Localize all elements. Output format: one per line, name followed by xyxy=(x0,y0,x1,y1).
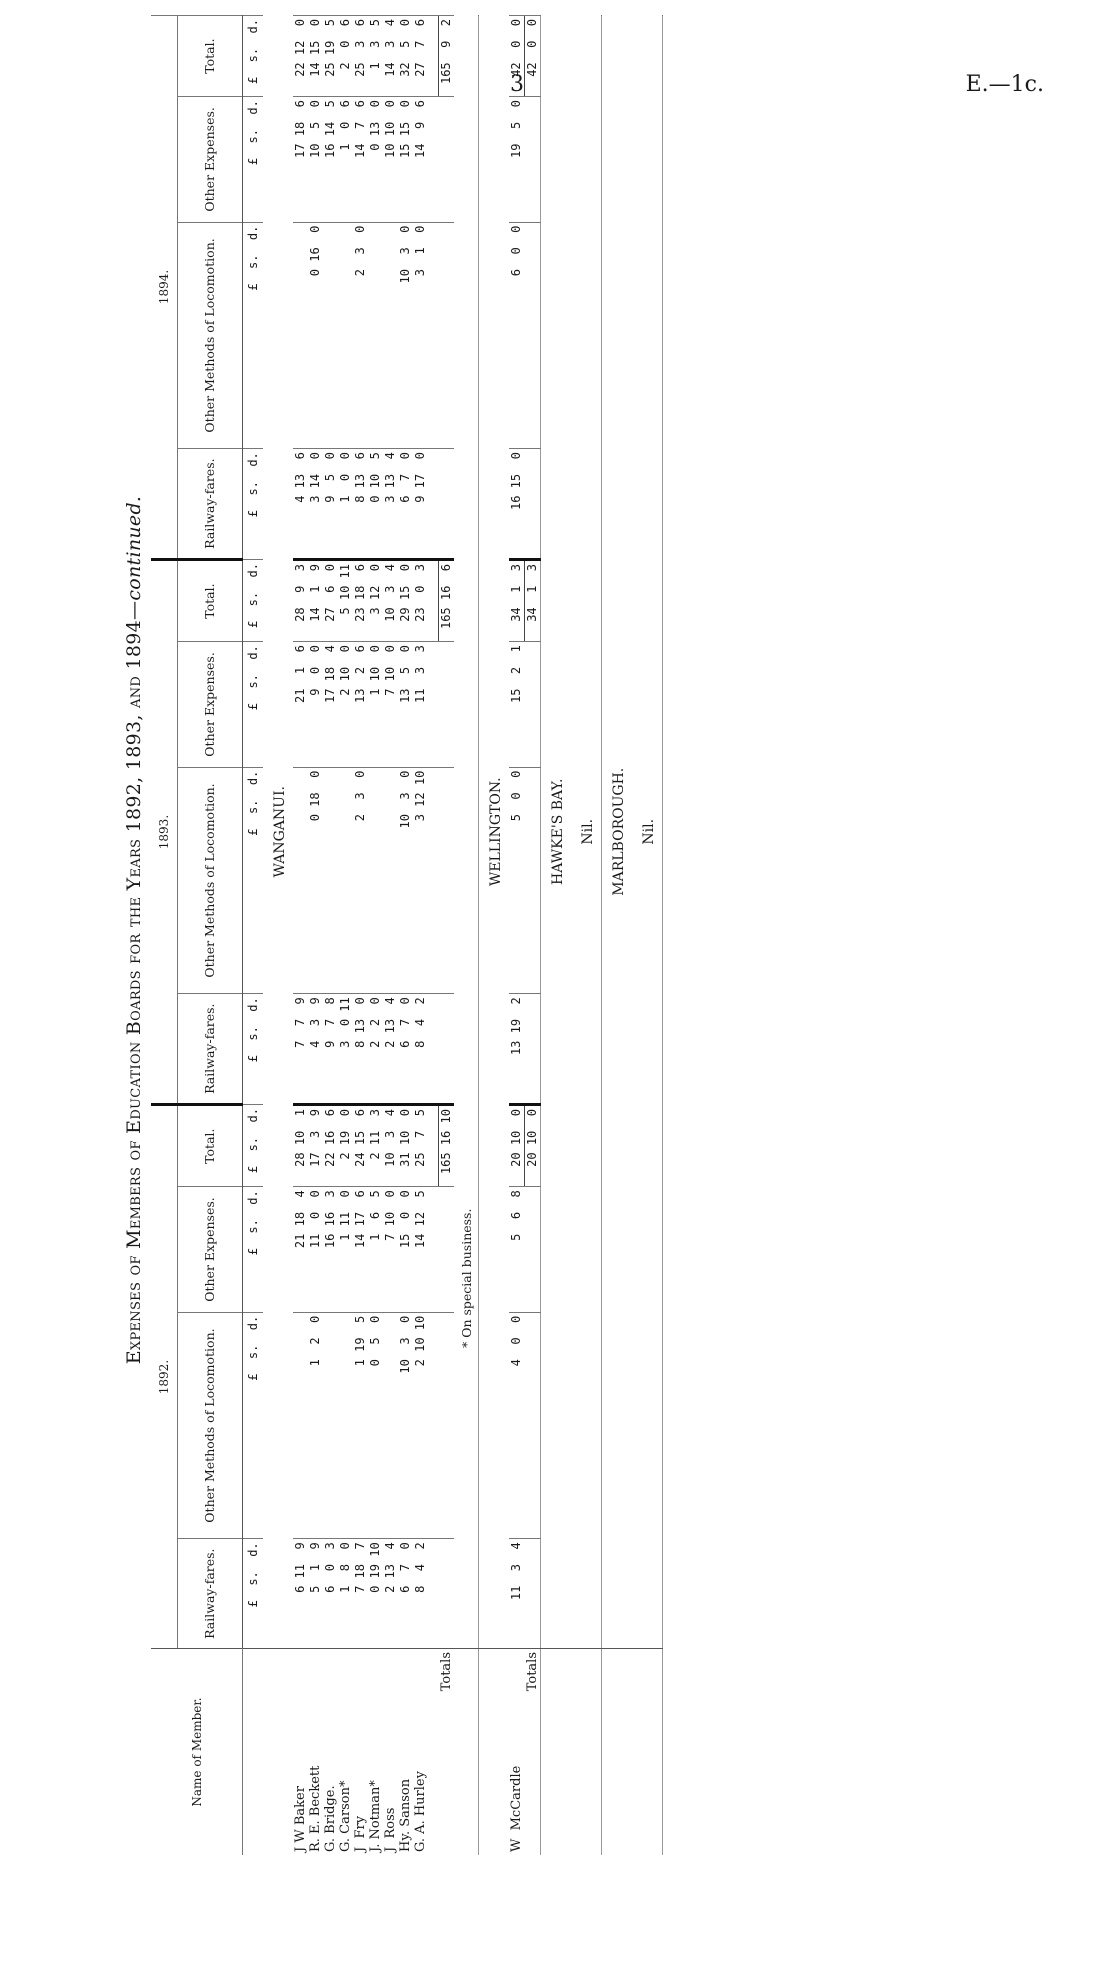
page-number: 3 xyxy=(510,72,524,97)
amount-cell: 7 10 0 xyxy=(383,642,398,768)
amount-cell: 3 14 0 xyxy=(308,449,323,560)
nil-row xyxy=(632,16,663,1856)
spacer-cell xyxy=(428,449,439,560)
member-name: J Fry xyxy=(353,1649,368,1856)
amount-cell: 2 0 6 xyxy=(338,16,353,97)
amount-cell xyxy=(338,767,353,994)
amount-cell: 2 11 3 xyxy=(368,1105,383,1187)
col-other-expenses-1892: Other Expenses. xyxy=(178,1187,243,1313)
table-row xyxy=(398,16,413,1856)
amount-cell: 0 18 0 xyxy=(308,767,323,994)
amount-cell: 22 12 0 xyxy=(293,16,308,97)
section-heading-wellington: WELLINGTON. xyxy=(487,777,504,887)
amount-cell: 9 7 8 xyxy=(323,994,338,1105)
section-heading-row xyxy=(479,16,509,1856)
amount-cell: 23 0 3 xyxy=(413,560,428,642)
amount-cell: 7 10 0 xyxy=(383,1187,398,1313)
col-total-1892: Total. xyxy=(178,1105,243,1187)
table-row xyxy=(323,16,338,1856)
spacer-cell xyxy=(428,16,439,97)
units-label: £ s. d. xyxy=(243,1105,264,1187)
nil-row xyxy=(571,16,602,1856)
total-amount: 20 10 0 xyxy=(525,1105,541,1187)
amount-cell: 19 5 0 xyxy=(509,97,525,223)
col-railway-fares-1894: Railway-fares. xyxy=(178,449,243,560)
table-row xyxy=(383,16,398,1856)
amount-cell: 5 10 11 xyxy=(338,560,353,642)
amount-cell xyxy=(525,1187,541,1313)
amount-cell xyxy=(338,1312,353,1539)
amount-cell: 31 10 0 xyxy=(398,1105,413,1187)
amount-cell: 0 19 10 xyxy=(368,1539,383,1649)
amount-cell: 9 17 0 xyxy=(413,449,428,560)
amount-cell: 6 7 0 xyxy=(398,1539,413,1649)
amount-cell: 1 0 6 xyxy=(338,97,353,223)
amount-cell: 10 3 0 xyxy=(398,767,413,994)
table-row xyxy=(353,16,368,1856)
amount-cell xyxy=(525,994,541,1105)
amount-cell: 13 5 0 xyxy=(398,642,413,768)
amount-cell: 1 8 0 xyxy=(338,1539,353,1649)
amount-cell: 6 7 0 xyxy=(398,994,413,1105)
year-1894-header: 1894. xyxy=(151,16,178,560)
amount-cell: 25 7 5 xyxy=(413,1105,428,1187)
col-other-locomotion-1892: Other Methods of Locomotion. xyxy=(178,1312,243,1539)
units-label: £ s. d. xyxy=(243,449,264,560)
amount-cell: 10 3 0 xyxy=(398,1312,413,1539)
spacer-cell xyxy=(428,1105,439,1187)
amount-cell: 15 0 0 xyxy=(398,1187,413,1313)
total-amount: 165 16 6 xyxy=(439,560,455,642)
col-railway-fares-1893: Railway-fares. xyxy=(178,994,243,1105)
amount-cell: 34 1 3 xyxy=(509,560,525,642)
amount-cell: 17 3 9 xyxy=(308,1105,323,1187)
amount-cell: 16 14 5 xyxy=(323,97,338,223)
col-other-expenses-1893: Other Expenses. xyxy=(178,642,243,768)
amount-cell xyxy=(323,767,338,994)
member-name: G. Bridge. xyxy=(323,1649,338,1856)
section-spacer xyxy=(632,1649,663,1856)
units-label: £ s. d. xyxy=(243,642,264,768)
amount-cell: 21 18 4 xyxy=(293,1187,308,1313)
amount-cell: 8 13 6 xyxy=(353,449,368,560)
amount-cell: 9 0 0 xyxy=(308,642,323,768)
amount-cell: 2 10 10 xyxy=(413,1312,428,1539)
units-label: £ s. d. xyxy=(243,1312,264,1539)
amount-cell: 29 15 0 xyxy=(398,560,413,642)
amount-cell: 28 9 3 xyxy=(293,560,308,642)
amount-cell: 14 1 9 xyxy=(308,560,323,642)
amount-cell: 10 3 4 xyxy=(383,1105,398,1187)
amount-cell xyxy=(439,767,455,994)
col-total-1894: Total. xyxy=(178,16,243,97)
amount-cell: 2 19 0 xyxy=(338,1105,353,1187)
section-spacer xyxy=(479,1649,509,1856)
amount-cell: 10 10 0 xyxy=(383,97,398,223)
amount-cell xyxy=(525,767,541,994)
spacer-cell xyxy=(428,767,439,994)
amount-cell: 17 18 4 xyxy=(323,642,338,768)
footnote: * On special business. xyxy=(458,1208,474,1348)
amount-cell: 9 5 0 xyxy=(323,449,338,560)
table-row xyxy=(368,16,383,1856)
amount-cell: 2 2 0 xyxy=(368,994,383,1105)
amount-cell: 2 10 0 xyxy=(338,642,353,768)
document-title xyxy=(117,5,151,1855)
member-name: G. A. Hurley xyxy=(413,1649,428,1856)
total-amount: 165 16 10 xyxy=(439,1105,455,1187)
amount-cell xyxy=(525,642,541,768)
units-label: £ s. d. xyxy=(243,1187,264,1313)
amount-cell xyxy=(525,97,541,223)
amount-cell xyxy=(383,767,398,994)
amount-cell: 24 15 6 xyxy=(353,1105,368,1187)
section-heading-marlborough: MARLBOROUGH. xyxy=(610,767,627,896)
amount-cell: 2 3 0 xyxy=(353,222,368,449)
section-heading-row xyxy=(602,16,632,1856)
amount-cell xyxy=(439,449,455,560)
units-spacer xyxy=(243,1649,264,1856)
amount-cell xyxy=(368,222,383,449)
amount-cell: 8 4 2 xyxy=(413,994,428,1105)
amount-cell: 22 16 6 xyxy=(323,1105,338,1187)
col-other-expenses-1894: Other Expenses. xyxy=(178,97,243,223)
expenses-table xyxy=(151,15,663,1855)
table-row xyxy=(509,16,525,1856)
spacer-cell xyxy=(428,222,439,449)
amount-cell: 21 1 6 xyxy=(293,642,308,768)
rotated-table-area xyxy=(117,5,997,1855)
totals-label: Totals xyxy=(525,1649,541,1856)
amount-cell: 42 0 0 xyxy=(509,16,525,97)
amount-cell: 7 18 7 xyxy=(353,1539,368,1649)
amount-cell xyxy=(525,1312,541,1539)
amount-cell: 13 19 2 xyxy=(509,994,525,1105)
totals-label: Totals xyxy=(439,1649,455,1856)
totals-row xyxy=(525,16,541,1856)
amount-cell xyxy=(293,767,308,994)
amount-cell: 1 0 0 xyxy=(338,449,353,560)
section-spacer xyxy=(541,1649,571,1856)
amount-cell: 0 16 0 xyxy=(308,222,323,449)
divider-cell xyxy=(663,16,664,1856)
nil-value-hawkes_bay: Nil. xyxy=(579,818,596,845)
amount-cell: 5 0 0 xyxy=(509,767,525,994)
amount-cell: 6 7 0 xyxy=(398,449,413,560)
spacer-cell xyxy=(428,1649,439,1856)
member-name: R. E. Beckett xyxy=(308,1649,323,1856)
amount-cell: 7 7 9 xyxy=(293,994,308,1105)
amount-cell xyxy=(383,222,398,449)
total-amount: 165 9 2 xyxy=(439,16,455,97)
table-body xyxy=(263,16,663,1856)
amount-cell: 17 18 6 xyxy=(293,97,308,223)
totals-row xyxy=(439,16,455,1856)
amount-cell: 1 10 0 xyxy=(368,642,383,768)
amount-cell: 8 13 0 xyxy=(353,994,368,1105)
section-heading-hawkes_bay: HAWKE'S BAY. xyxy=(549,778,566,885)
amount-cell: 2 3 0 xyxy=(353,767,368,994)
amount-cell xyxy=(368,767,383,994)
member-name: W McCardle xyxy=(509,1649,525,1856)
spacer-cell xyxy=(428,1539,439,1649)
amount-cell: 1 6 5 xyxy=(368,1187,383,1313)
amount-cell xyxy=(439,1312,455,1539)
amount-cell: 15 15 0 xyxy=(398,97,413,223)
col-railway-fares-1892: Railway-fares. xyxy=(178,1539,243,1649)
amount-cell xyxy=(383,1312,398,1539)
amount-cell: 14 15 0 xyxy=(308,16,323,97)
section-spacer xyxy=(571,1649,602,1856)
amount-cell: 14 3 4 xyxy=(383,16,398,97)
units-label: £ s. d. xyxy=(243,16,264,97)
amount-cell: 6 0 3 xyxy=(323,1539,338,1649)
spacer-cell xyxy=(428,97,439,223)
table-row xyxy=(338,16,353,1856)
amount-cell: 1 3 5 xyxy=(368,16,383,97)
amount-cell: 27 6 0 xyxy=(323,560,338,642)
year-1893-header: 1893. xyxy=(151,560,178,1105)
spacer-cell xyxy=(428,560,439,642)
amount-cell: 13 2 6 xyxy=(353,642,368,768)
amount-cell: 14 12 5 xyxy=(413,1187,428,1313)
title-suffix: continued. xyxy=(123,495,145,601)
amount-cell: 11 0 0 xyxy=(308,1187,323,1313)
amount-cell xyxy=(323,1312,338,1539)
amount-cell: 6 11 9 xyxy=(293,1539,308,1649)
nil-value-marlborough: Nil. xyxy=(640,818,657,845)
units-label: £ s. d. xyxy=(243,222,264,449)
amount-cell: 28 10 1 xyxy=(293,1105,308,1187)
amount-cell xyxy=(525,449,541,560)
member-name: J Ross xyxy=(383,1649,398,1856)
total-amount: 42 0 0 xyxy=(525,16,541,97)
amount-cell: 15 2 1 xyxy=(509,642,525,768)
footnote-spacer xyxy=(454,1649,479,1856)
spacer-row xyxy=(428,16,439,1856)
amount-cell: 5 6 8 xyxy=(509,1187,525,1313)
units-label: £ s. d. xyxy=(243,560,264,642)
col-other-locomotion-1893: Other Methods of Locomotion. xyxy=(178,767,243,994)
amount-cell: 3 1 0 xyxy=(413,222,428,449)
amount-cell xyxy=(293,222,308,449)
amount-cell xyxy=(439,1539,455,1649)
amount-cell: 27 7 6 xyxy=(413,16,428,97)
amount-cell xyxy=(323,222,338,449)
units-label: £ s. d. xyxy=(243,994,264,1105)
table-row xyxy=(308,16,323,1856)
col-total-1893: Total. xyxy=(178,560,243,642)
amount-cell: 32 5 0 xyxy=(398,16,413,97)
units-label: £ s. d. xyxy=(243,1539,264,1649)
amount-cell xyxy=(439,642,455,768)
amount-cell: 0 13 0 xyxy=(368,97,383,223)
amount-cell: 16 16 3 xyxy=(323,1187,338,1313)
amount-cell: 10 5 0 xyxy=(308,97,323,223)
spacer-cell xyxy=(428,1312,439,1539)
amount-cell xyxy=(525,222,541,449)
amount-cell: 3 0 11 xyxy=(338,994,353,1105)
amount-cell: 8 4 2 xyxy=(413,1539,428,1649)
amount-cell: 0 10 5 xyxy=(368,449,383,560)
amount-cell: 23 18 6 xyxy=(353,560,368,642)
section-spacer xyxy=(602,1649,632,1856)
title-main: Expenses of Members of Education Boards for the Years 1892, 1893, and 1894— xyxy=(123,600,145,1365)
amount-cell: 5 1 9 xyxy=(308,1539,323,1649)
units-label: £ s. d. xyxy=(243,767,264,994)
amount-cell: 11 3 3 xyxy=(413,642,428,768)
table-row xyxy=(413,16,428,1856)
year-1892-header: 1892. xyxy=(151,1105,178,1649)
amount-cell: 3 13 4 xyxy=(383,449,398,560)
amount-cell: 14 9 6 xyxy=(413,97,428,223)
amount-cell: 11 3 4 xyxy=(509,1539,525,1649)
amount-cell: 25 3 6 xyxy=(353,16,368,97)
amount-cell xyxy=(439,994,455,1105)
section-spacer xyxy=(263,1649,293,1856)
amount-cell xyxy=(439,97,455,223)
total-amount: 34 1 3 xyxy=(525,560,541,642)
spacer-cell xyxy=(428,1187,439,1313)
spacer-cell xyxy=(428,642,439,768)
amount-cell: 2 13 4 xyxy=(383,994,398,1105)
amount-cell: 1 2 0 xyxy=(308,1312,323,1539)
member-name: G. Carson* xyxy=(338,1649,353,1856)
amount-cell: 16 15 0 xyxy=(509,449,525,560)
amount-cell xyxy=(439,222,455,449)
amount-cell: 0 5 0 xyxy=(368,1312,383,1539)
amount-cell xyxy=(525,1539,541,1649)
amount-cell: 4 3 9 xyxy=(308,994,323,1105)
amount-cell: 20 10 0 xyxy=(509,1105,525,1187)
section-divider xyxy=(663,16,664,1856)
amount-cell: 3 12 0 xyxy=(368,560,383,642)
amount-cell: 14 7 6 xyxy=(353,97,368,223)
units-label: £ s. d. xyxy=(243,97,264,223)
amount-cell: 25 19 5 xyxy=(323,16,338,97)
amount-cell: 2 13 4 xyxy=(383,1539,398,1649)
amount-cell: 4 13 6 xyxy=(293,449,308,560)
section-heading-row xyxy=(541,16,571,1856)
amount-cell: 4 0 0 xyxy=(509,1312,525,1539)
col-other-locomotion-1894: Other Methods of Locomotion. xyxy=(178,222,243,449)
member-name: J W Baker xyxy=(293,1649,308,1856)
amount-cell xyxy=(293,1312,308,1539)
member-name: Hy. Sanson xyxy=(398,1649,413,1856)
amount-cell xyxy=(439,1187,455,1313)
amount-cell: 1 11 0 xyxy=(338,1187,353,1313)
amount-cell: 14 17 6 xyxy=(353,1187,368,1313)
amount-cell: 3 12 10 xyxy=(413,767,428,994)
document-code: E.—1c. xyxy=(965,72,1044,97)
table-row xyxy=(293,16,308,1856)
name-of-member-header: Name of Member. xyxy=(151,1649,243,1856)
section-heading-wanganui: WANGANUI. xyxy=(271,786,288,878)
spacer-cell xyxy=(428,994,439,1105)
footnote-row xyxy=(454,16,479,1856)
amount-cell xyxy=(338,222,353,449)
amount-cell: 10 3 4 xyxy=(383,560,398,642)
amount-cell: 10 3 0 xyxy=(398,222,413,449)
member-name: J. Notman* xyxy=(368,1649,383,1856)
amount-cell: 1 19 5 xyxy=(353,1312,368,1539)
section-heading-row xyxy=(263,16,293,1856)
amount-cell: 6 0 0 xyxy=(509,222,525,449)
